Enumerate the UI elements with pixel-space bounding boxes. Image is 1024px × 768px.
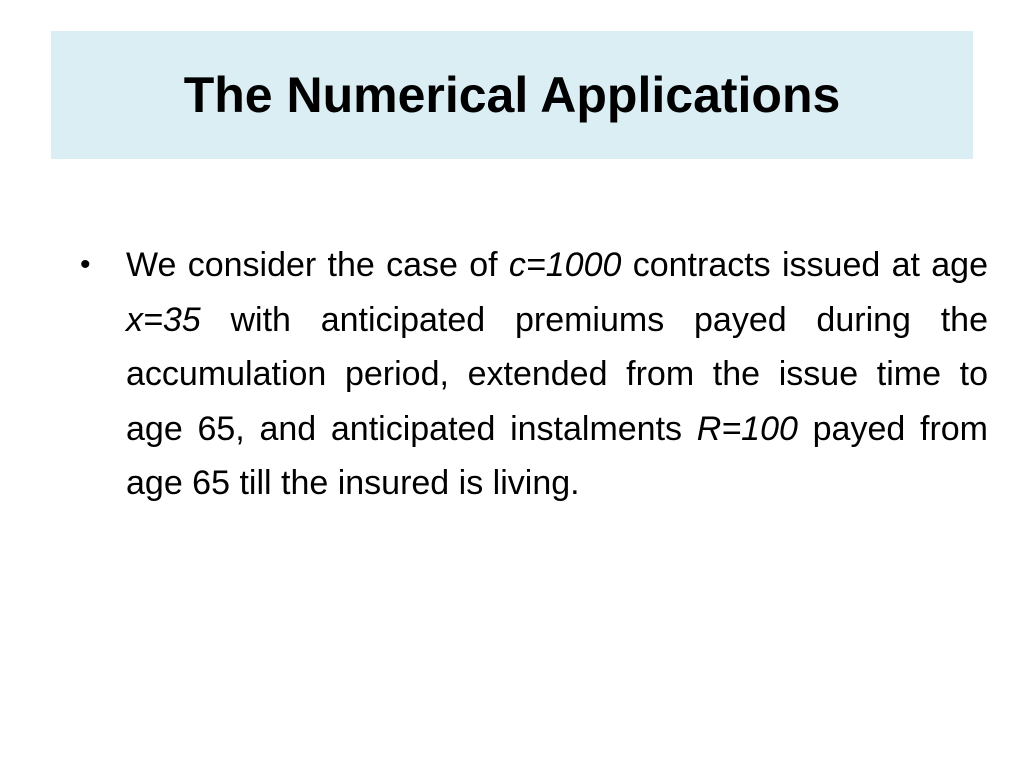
contracts-expression: c=1000 — [508, 246, 622, 284]
bullet-item — [80, 238, 988, 511]
slide-title: The Numerical Applications — [183, 67, 841, 123]
title-band — [51, 31, 973, 159]
bullet-text — [126, 238, 988, 511]
instalment-expression: R=100 — [696, 409, 798, 448]
bullet-text-part-3: with anticipated premiums payed during the accumulation period, extended from the issue time to age 65, and anticipated instalments — [126, 300, 988, 448]
slide-content — [80, 238, 988, 511]
bullet-text-part-1: We consider the case of — [126, 246, 509, 284]
bullet-text-part-4: payed from age 65 till the insured is living. — [126, 409, 988, 502]
bullet-text-part-2: contracts issued at age — [621, 246, 988, 284]
age-expression: x=35 — [126, 300, 201, 339]
bullet-dot-icon: • — [80, 248, 91, 281]
